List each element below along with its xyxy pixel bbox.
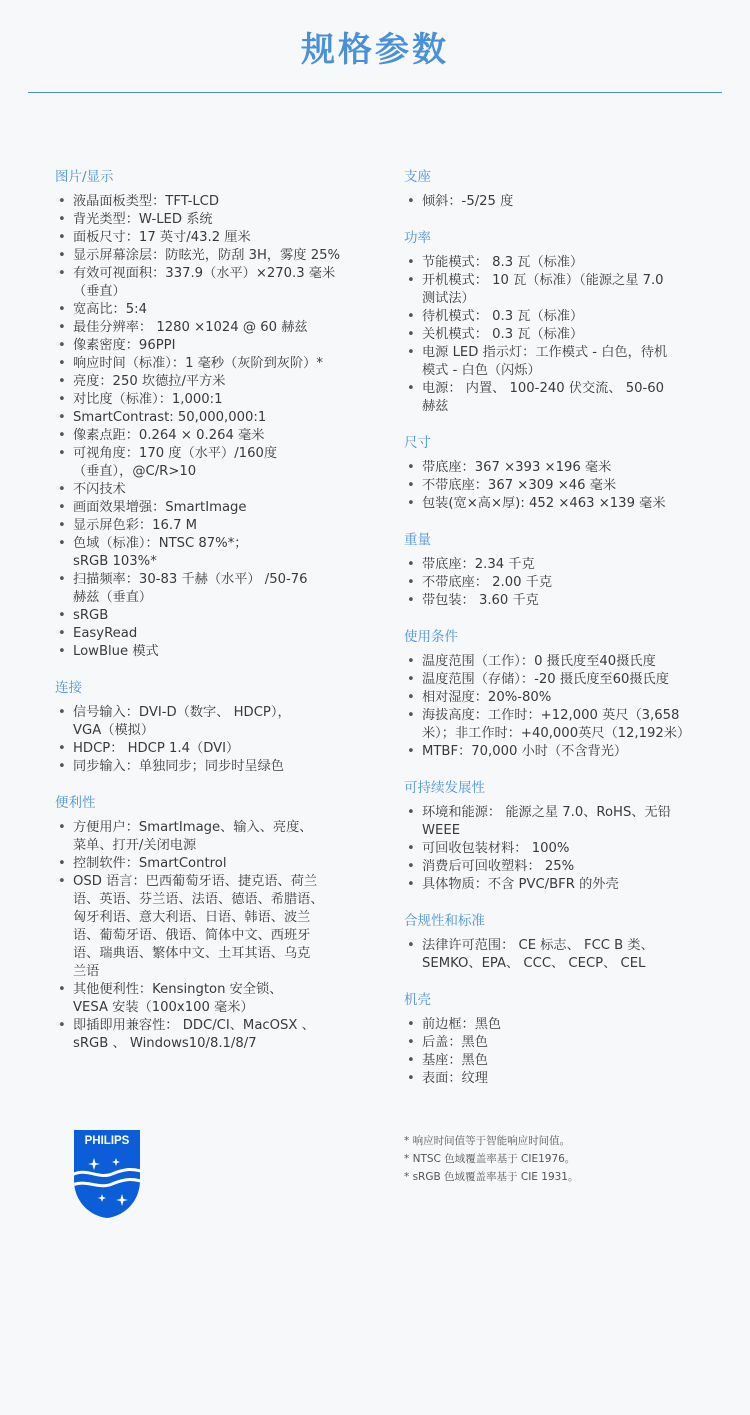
spec-item: • 不闪技术 — [55, 481, 355, 499]
spec-item: • MTBF：70,000 小时（不含背光） — [404, 743, 704, 761]
spec-item: • 温度范围（工作）：0 摄氏度至40摄氏度 — [404, 653, 704, 671]
spec-item: • 可视角度：170 度（水平）/160度 （垂直），@C/R>10 — [55, 445, 355, 481]
spec-item: • 画面效果增强：SmartImage — [55, 499, 355, 517]
spec-item: • 对比度（标准）：1,000:1 — [55, 391, 355, 409]
spec-item: • 液晶面板类型：TFT-LCD — [55, 193, 355, 211]
left-column — [55, 168, 355, 1071]
spec-list — [55, 704, 355, 776]
spec-item: • 带底座：2.34 千克 — [404, 556, 704, 574]
philips-logo — [72, 1128, 142, 1220]
spec-item: • 基座：黑色 — [404, 1052, 704, 1070]
spec-item: • 温度范围（存储）：-20 摄氏度至60摄氏度 — [404, 671, 704, 689]
spec-list — [404, 804, 704, 894]
spec-item: • 待机模式： 0.3 瓦（标准） — [404, 308, 704, 326]
spec-item: • sRGB — [55, 607, 355, 625]
spec-item: • 不带底座：367 ×309 ×46 毫米 — [404, 477, 704, 495]
spec-item: • LowBlue 模式 — [55, 643, 355, 661]
section-title: 重量 — [404, 532, 431, 548]
spec-list — [404, 459, 704, 513]
spec-item: • 色域（标准）：NTSC 87%*； sRGB 103%* — [55, 535, 355, 571]
spec-item: • 显示屏色彩：16.7 M — [55, 517, 355, 535]
section-title: 图片/显示 — [55, 169, 114, 185]
spec-item: • 电源 LED 指示灯：工作模式 - 白色，待机 模式 - 白色（闪烁） — [404, 344, 704, 380]
spec-item: • 后盖：黑色 — [404, 1034, 704, 1052]
spec-item: • 环境和能源： 能源之星 7.0、RoHS、无铅 WEEE — [404, 804, 704, 840]
spec-list — [404, 937, 704, 973]
spec-list — [55, 193, 355, 661]
page-title: 规格参数 — [301, 30, 449, 70]
spec-list — [404, 193, 704, 211]
spec-item: • 海拔高度：工作时：+12,000 英尺（3,658 米）；非工作时：+40,000英尺（12,192米） — [404, 707, 704, 743]
section-title: 便利性 — [55, 795, 96, 811]
spec-item: • 具体物质：不含 PVC/BFR 的外壳 — [404, 876, 704, 894]
spec-item: • 前边框：黑色 — [404, 1016, 704, 1034]
spec-item: • 宽高比：5:4 — [55, 301, 355, 319]
spec-list — [404, 556, 704, 610]
spec-item: • 信号输入：DVI-D（数字、 HDCP）， VGA（模拟） — [55, 704, 355, 740]
section-title: 合规性和标准 — [404, 913, 485, 929]
spec-item: • 倾斜：-5/25 度 — [404, 193, 704, 211]
spec-item: • 显示屏幕涂层：防眩光，防刮 3H，雾度 25% — [55, 247, 355, 265]
spec-item: • 可回收包装材料： 100% — [404, 840, 704, 858]
title-divider — [28, 92, 722, 93]
section-title: 机壳 — [404, 992, 431, 1008]
spec-item: • 带底座：367 ×393 ×196 毫米 — [404, 459, 704, 477]
spec-item: • 包装(宽×高×厚): 452 ×463 ×139 毫米 — [404, 495, 704, 513]
spec-item: • 响应时间（标准）：1 毫秒（灰阶到灰阶）* — [55, 355, 355, 373]
section-title: 连接 — [55, 680, 82, 696]
spec-item: • 不带底座： 2.00 千克 — [404, 574, 704, 592]
spec-item: • 有效可视面积：337.9（水平）×270.3 毫米 （垂直） — [55, 265, 355, 301]
footnote: * 响应时间值等于智能响应时间值。 — [404, 1135, 571, 1147]
section-title: 功率 — [404, 230, 431, 246]
spec-item: • 最佳分辨率： 1280 ×1024 @ 60 赫兹 — [55, 319, 355, 337]
spec-list — [404, 1016, 704, 1088]
spec-item: • 电源： 内置、 100-240 伏交流、 50-60 赫兹 — [404, 380, 704, 416]
footnote: * NTSC 色域覆盖率基于 CIE1976。 — [404, 1153, 576, 1165]
section-title: 尺寸 — [404, 435, 431, 451]
spec-item: • 节能模式： 8.3 瓦（标准） — [404, 254, 704, 272]
spec-list — [55, 819, 355, 1053]
spec-item: • 像素点距：0.264 × 0.264 毫米 — [55, 427, 355, 445]
spec-item: • 扫描频率：30-83 千赫（水平） /50-76 赫兹（垂直） — [55, 571, 355, 607]
section-title: 支座 — [404, 169, 431, 185]
spec-item: • 同步输入：单独同步；同步时呈绿色 — [55, 758, 355, 776]
spec-item: • OSD 语言：巴西葡萄牙语、捷克语、荷兰 语、英语、芬兰语、法语、德语、希腊语、 匈牙利语、意大利语、日语、韩语、波兰 语、葡萄牙语、俄语、简体中文、西班牙 语、瑞典语、繁体中文、土耳其语、乌克 兰语 — [55, 873, 355, 981]
spec-item: • 法律许可范围： CE 标志、 FCC B 类、 SEMKO、EPA、 CCC、 CECP、 CEL — [404, 937, 704, 973]
section-title: 可持续发展性 — [404, 780, 485, 796]
spec-item: • 亮度：250 坎德拉/平方米 — [55, 373, 355, 391]
right-column — [404, 168, 704, 1106]
spec-item: • 像素密度：96PPI — [55, 337, 355, 355]
spec-item: • 控制软件：SmartControl — [55, 855, 355, 873]
spec-item: • SmartContrast: 50,000,000:1 — [55, 409, 355, 427]
section-title: 使用条件 — [404, 629, 458, 645]
spec-item: • 表面：纹理 — [404, 1070, 704, 1088]
footnote: * sRGB 色域覆盖率基于 CIE 1931。 — [404, 1171, 579, 1183]
spec-item: • HDCP： HDCP 1.4（DVI） — [55, 740, 355, 758]
logo-text: PHILIPS — [84, 1135, 130, 1147]
spec-item: • 消费后可回收塑料： 25% — [404, 858, 704, 876]
spec-item: • 开机模式： 10 瓦（标准）（能源之星 7.0 测试法） — [404, 272, 704, 308]
spec-item: • 关机模式： 0.3 瓦（标准） — [404, 326, 704, 344]
spec-item: • 背光类型：W-LED 系统 — [55, 211, 355, 229]
spec-item: • 方便用户：SmartImage、输入、亮度、 菜单、打开/关闭电源 — [55, 819, 355, 855]
spec-list — [404, 653, 704, 761]
spec-item: • 带包装： 3.60 千克 — [404, 592, 704, 610]
spec-item: • EasyRead — [55, 625, 355, 643]
spec-list — [404, 254, 704, 416]
footnotes — [404, 1132, 724, 1186]
spec-item: • 即插即用兼容性： DDC/CI、MacOSX 、 sRGB 、 Windows10/8.1/8/7 — [55, 1017, 355, 1053]
spec-item: • 其他便利性：Kensington 安全锁、 VESA 安装（100x100 毫米） — [55, 981, 355, 1017]
spec-item: • 相对湿度：20%-80% — [404, 689, 704, 707]
spec-item: • 面板尺寸：17 英寸/43.2 厘米 — [55, 229, 355, 247]
